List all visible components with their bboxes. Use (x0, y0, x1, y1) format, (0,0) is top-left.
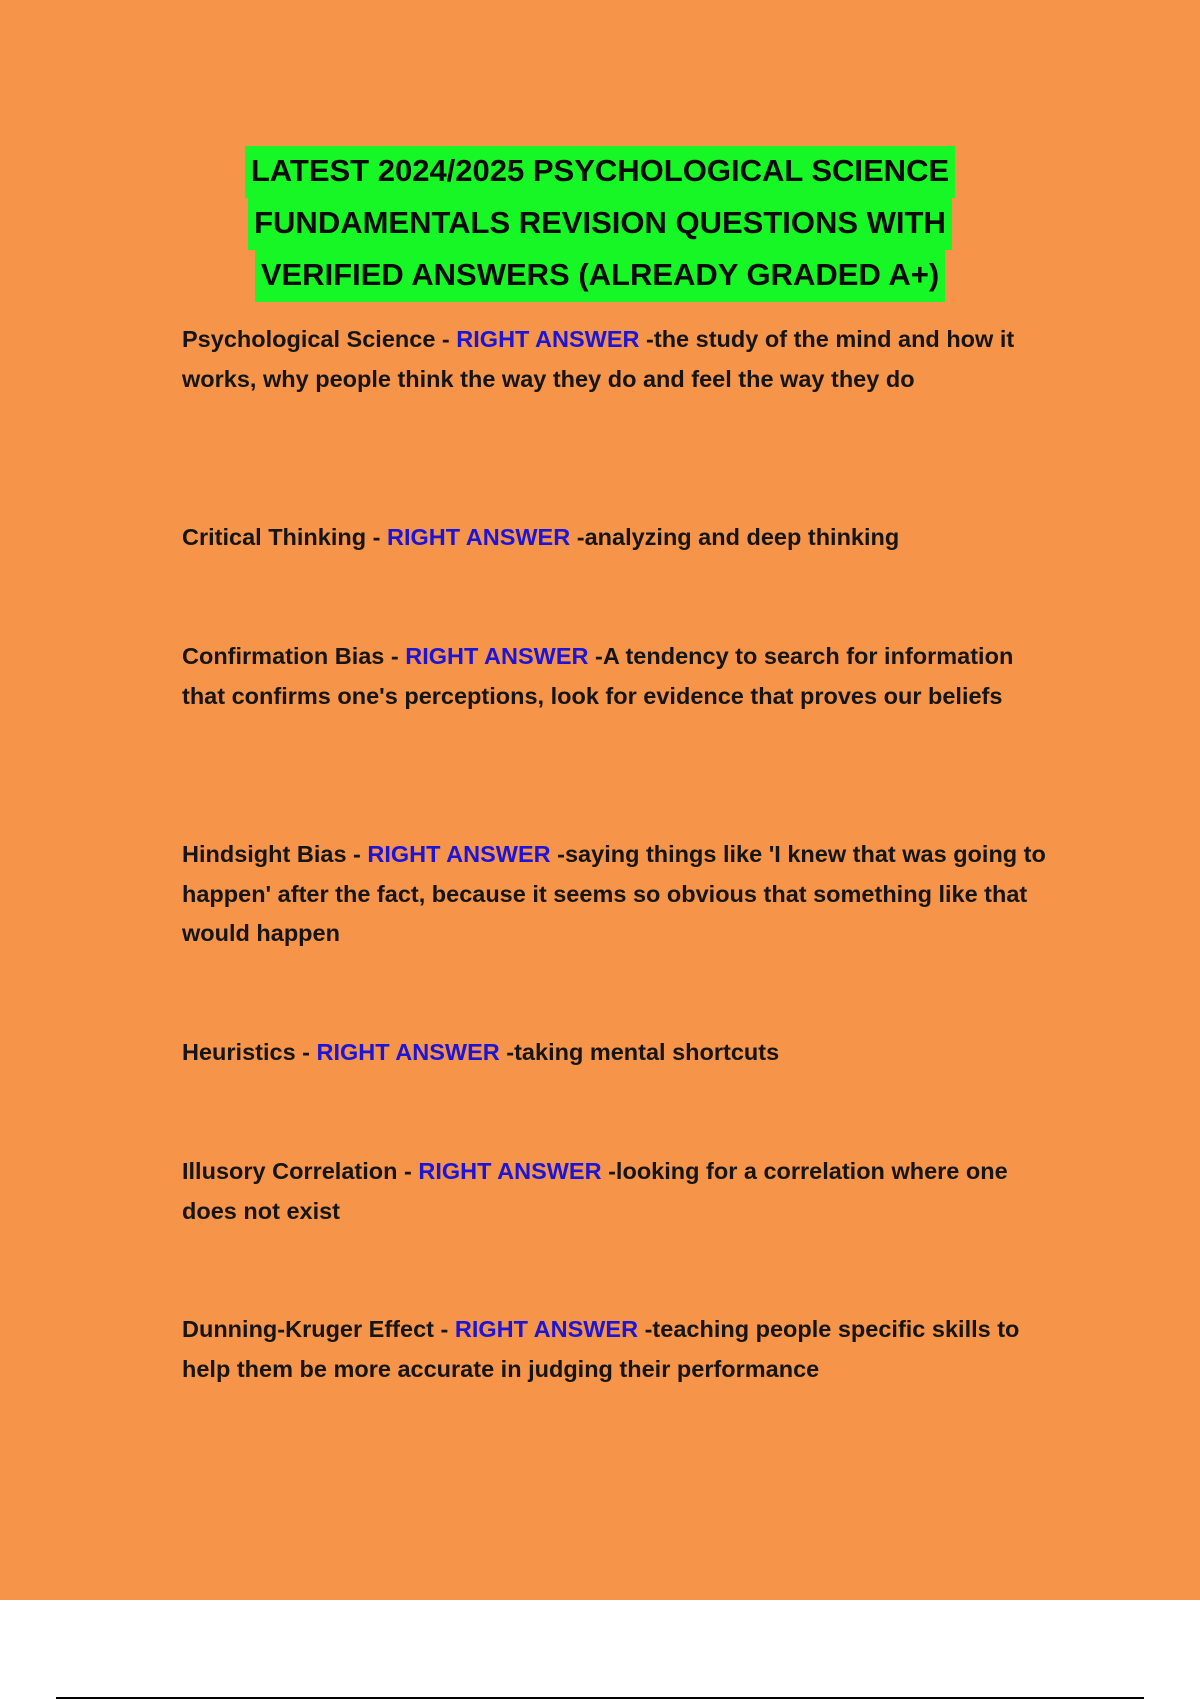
qa-definition: -the study of the mind and how it works, why people think the way they do and feel the way they do (182, 326, 1015, 392)
qa-term: Psychological Science (182, 326, 436, 352)
qa-definition: -analyzing and deep thinking (576, 524, 900, 550)
qa-term: Critical Thinking (182, 524, 367, 550)
right-answer-label: RIGHT ANSWER (454, 1316, 639, 1342)
qa-item-heuristics: Heuristics - RIGHT ANSWER -taking mental shortcuts (182, 1039, 780, 1065)
right-answer-label: RIGHT ANSWER (456, 326, 640, 352)
qa-definition: -teaching people specific skills to help them be more accurate in judging their performance (182, 1316, 1020, 1382)
qa-term: Heuristics (182, 1039, 296, 1065)
right-answer-label: RIGHT ANSWER (418, 1158, 602, 1184)
title-line-3: VERIFIED ANSWERS (ALREADY GRADED A+) (255, 250, 945, 302)
qa-definition: -A tendency to search for information that confirms one's perceptions, look for evidence that proves our beliefs (182, 643, 1014, 709)
right-answer-label: RIGHT ANSWER (316, 1039, 500, 1065)
qa-definition: -saying things like 'I knew that was going to happen' after the fact, because it seems so obvious that something like that would happen (182, 841, 1046, 946)
document-title (150, 146, 1050, 302)
qa-item-critical-thinking: Critical Thinking - RIGHT ANSWER -analyzing and deep thinking (182, 524, 900, 550)
qa-term: Confirmation Bias (182, 643, 385, 669)
qa-item-illusory-correlation: Illusory Correlation - RIGHT ANSWER -looking for a correlation where one does not exist (182, 1158, 1008, 1224)
qa-item-psychological-science: Psychological Science - RIGHT ANSWER -the study of the mind and how it works, why people think the way they do and feel the way they do (182, 326, 1015, 392)
qa-item-hindsight-bias: Hindsight Bias - RIGHT ANSWER -saying things like 'I knew that was going to happen' after the fact, because it seems so obvious that something like that would happen (182, 841, 1046, 946)
qa-definition: -looking for a correlation where one does not exist (182, 1158, 1008, 1224)
qa-item-dunning-kruger-effect: Dunning-Kruger Effect - RIGHT ANSWER -teaching people specific skills to help them be more accurate in judging their performance (182, 1316, 1020, 1382)
right-answer-label: RIGHT ANSWER (405, 643, 589, 669)
qa-term: Hindsight Bias (182, 841, 347, 867)
qa-definition: -taking mental shortcuts (506, 1039, 780, 1065)
right-answer-label: RIGHT ANSWER (367, 841, 551, 867)
right-answer-label: RIGHT ANSWER (387, 524, 571, 550)
qa-term: Dunning-Kruger Effect (182, 1316, 434, 1342)
footer-divider (56, 1697, 1144, 1699)
title-line-2: FUNDAMENTALS REVISION QUESTIONS WITH (248, 198, 952, 250)
title-line-1: LATEST 2024/2025 PSYCHOLOGICAL SCIENCE (245, 146, 955, 198)
qa-item-confirmation-bias: Confirmation Bias - RIGHT ANSWER -A tendency to search for information that confirms one's perceptions, look for evidence that proves our beliefs (182, 643, 1014, 709)
qa-term: Illusory Correlation (182, 1158, 398, 1184)
